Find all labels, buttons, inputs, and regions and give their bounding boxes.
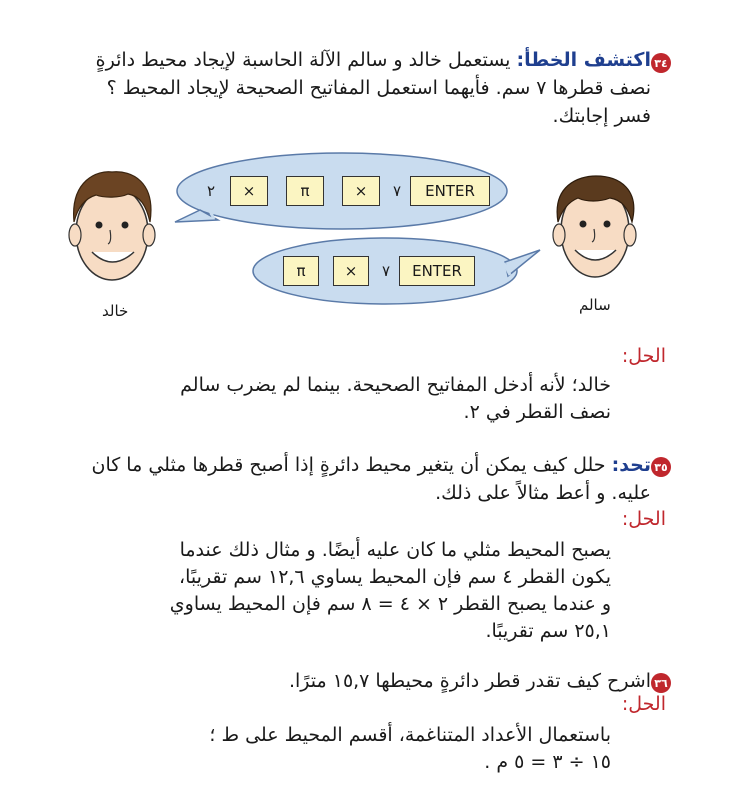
question-number-badge: ٣٥ (651, 457, 671, 477)
pi-key: π (283, 256, 319, 286)
multiply-key: × (333, 256, 369, 286)
question-number-badge: ٣٤ (651, 53, 671, 73)
solution-line: يكون القطر ٤ سم فإن المحيط يساوي ١٢,٦ سم تقريبًا، (179, 566, 611, 588)
solution-line: يصبح المحيط مثلي ما كان عليه أيضًا. و مثال ذلك عندما (179, 539, 611, 561)
digit-seven: ٧ (381, 262, 391, 280)
solution-line: و عندما يصبح القطر ٢ × ٤ = ٨ سم فإن المحيط يساوي (169, 593, 611, 615)
bottom-bubble-key-sequence (283, 256, 475, 286)
digit-seven: ٧ (392, 182, 402, 200)
question-body: حلل كيف يمكن أن يتغير محيط دائرةٍ إذا أصبح قطرها مثلي ما كان عليه. و أعط مثالاً على ذلك. (91, 454, 651, 504)
solution-line: نصف القطر في ٢. (463, 401, 611, 423)
solution-line: باستعمال الأعداد المتناغمة، أقسم المحيط على ط ؛ (209, 724, 611, 746)
solution-34-text (71, 372, 611, 426)
question-number-badge: ٣٦ (651, 673, 671, 693)
salem-avatar (553, 176, 636, 277)
bottom-bubble-tail (505, 250, 540, 276)
top-bubble-key-sequence (200, 176, 490, 206)
solution-label: الحل: (621, 345, 666, 367)
enter-key: ENTER (399, 256, 475, 286)
salem-name-label: سالم (579, 296, 611, 314)
multiply-key: × (342, 176, 380, 206)
solution-line: ٢٥,١ سم تقريبًا. (485, 620, 611, 642)
multiply-key: × (230, 176, 268, 206)
question-36-text: اشرح كيف تقدر قطر دائرةٍ محيطها ١٥,٧ مترًا. (288, 670, 651, 692)
solution-35-text (71, 537, 611, 645)
digit-two: ٢ (206, 182, 216, 200)
enter-key: ENTER (410, 176, 490, 206)
question-35-text (91, 451, 651, 507)
solution-label: الحل: (621, 693, 666, 715)
khalid-avatar (69, 172, 155, 280)
solution-label: الحل: (621, 508, 666, 530)
speech-bubbles (0, 0, 756, 340)
question-body: يستعمل خالد و سالم الآلة الحاسبة لإيجاد محيط دائرةٍ نصف قطرها ٧ سم. فأيهما استعمل المفاتيح الصحيحة لإيجاد المحيط ؟ فسر إجابتك. (95, 49, 651, 127)
solution-line: ١٥ ÷ ٣ = ٥ م . (484, 751, 611, 773)
pi-key: π (286, 176, 324, 206)
khalid-name-label: خالد (102, 302, 129, 320)
solution-36-text (71, 722, 611, 776)
question-keyword: اكتشف الخطأ: (516, 49, 651, 71)
question-keyword: تحد: (611, 454, 651, 476)
solution-line: خالد؛ لأنه أدخل المفاتيح الصحيحة. بينما لم يضرب سالم (180, 374, 611, 396)
